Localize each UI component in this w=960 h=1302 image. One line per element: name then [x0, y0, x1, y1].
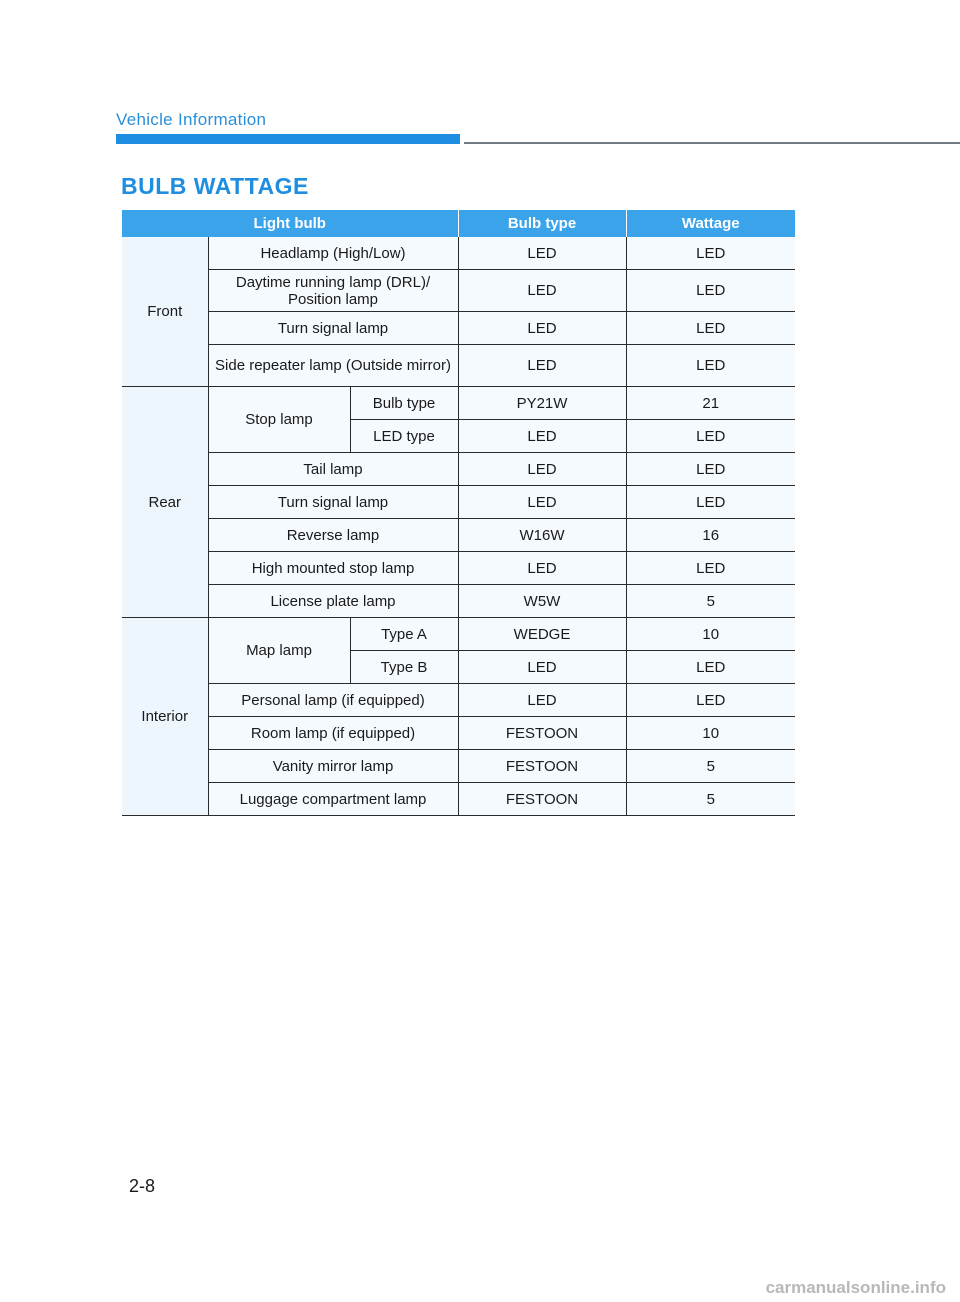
watermark: carmanualsonline.info	[765, 1278, 946, 1297]
bulb-wattage: LED	[626, 312, 795, 345]
bulb-subtype: LED type	[350, 420, 458, 453]
page-heading: BULB WATTAGE	[121, 173, 309, 199]
bulb-name: High mounted stop lamp	[208, 552, 458, 585]
column-header-bulb-type: Bulb type	[458, 210, 626, 237]
bulb-wattage: 5	[626, 783, 795, 816]
bulb-type: PY21W	[458, 387, 626, 420]
bulb-wattage: LED	[626, 345, 795, 387]
bulb-wattage: 5	[626, 585, 795, 618]
bulb-name: Stop lamp	[208, 387, 350, 453]
bulb-type: LED	[458, 345, 626, 387]
bulb-type: LED	[458, 270, 626, 312]
bulb-wattage: LED	[626, 453, 795, 486]
bulb-type: LED	[458, 486, 626, 519]
bulb-type: FESTOON	[458, 717, 626, 750]
bulb-name: Map lamp	[208, 618, 350, 684]
bulb-type: LED	[458, 651, 626, 684]
bulb-wattage: LED	[626, 552, 795, 585]
bulb-wattage: LED	[626, 684, 795, 717]
table-row	[122, 783, 795, 816]
bulb-wattage: LED	[626, 420, 795, 453]
bulb-type: LED	[458, 453, 626, 486]
bulb-type: LED	[458, 312, 626, 345]
table-row	[122, 345, 795, 387]
table-row	[122, 237, 795, 270]
bulb-wattage: 10	[626, 717, 795, 750]
bulb-wattage: 21	[626, 387, 795, 420]
bulb-name: Daytime running lamp (DRL)/ Position lamp	[208, 270, 458, 312]
bulb-subtype: Type B	[350, 651, 458, 684]
table-row	[122, 519, 795, 552]
bulb-name: Room lamp (if equipped)	[208, 717, 458, 750]
table-row	[122, 486, 795, 519]
bulb-type: LED	[458, 684, 626, 717]
bulb-type: FESTOON	[458, 750, 626, 783]
table-header-row	[122, 210, 795, 237]
bulb-name: Reverse lamp	[208, 519, 458, 552]
bulb-type: LED	[458, 552, 626, 585]
bulb-name: Headlamp (High/Low)	[208, 237, 458, 270]
bulb-type: LED	[458, 420, 626, 453]
header-rule-accent	[116, 134, 460, 144]
table-row	[122, 270, 795, 312]
bulb-wattage: 16	[626, 519, 795, 552]
bulb-name: Tail lamp	[208, 453, 458, 486]
bulb-name: License plate lamp	[208, 585, 458, 618]
column-header-light-bulb: Light bulb	[122, 210, 458, 237]
group-label-interior: Interior	[122, 618, 208, 816]
bulb-name: Turn signal lamp	[208, 486, 458, 519]
header-rule	[464, 142, 960, 144]
group-label-front: Front	[122, 237, 208, 387]
bulb-name: Turn signal lamp	[208, 312, 458, 345]
bulb-wattage: LED	[626, 237, 795, 270]
table-row	[122, 717, 795, 750]
bulb-wattage: LED	[626, 270, 795, 312]
bulb-wattage: 5	[626, 750, 795, 783]
bulb-name: Side repeater lamp (Outside mirror)	[208, 345, 458, 387]
table-row	[122, 453, 795, 486]
bulb-type: FESTOON	[458, 783, 626, 816]
table-row	[122, 618, 795, 651]
bulb-wattage: LED	[626, 486, 795, 519]
bulb-subtype: Type A	[350, 618, 458, 651]
table-row	[122, 750, 795, 783]
bulb-type: W16W	[458, 519, 626, 552]
bulb-wattage: LED	[626, 651, 795, 684]
bulb-type: LED	[458, 237, 626, 270]
table-row	[122, 552, 795, 585]
table-row	[122, 312, 795, 345]
bulb-name: Vanity mirror lamp	[208, 750, 458, 783]
bulb-type: WEDGE	[458, 618, 626, 651]
bulb-name: Personal lamp (if equipped)	[208, 684, 458, 717]
section-title: Vehicle Information	[116, 110, 267, 129]
table-row	[122, 684, 795, 717]
bulb-type: W5W	[458, 585, 626, 618]
table-row	[122, 585, 795, 618]
bulb-subtype: Bulb type	[350, 387, 458, 420]
table-row	[122, 387, 795, 420]
bulb-name: Luggage compartment lamp	[208, 783, 458, 816]
group-label-rear: Rear	[122, 387, 208, 618]
bulb-wattage: 10	[626, 618, 795, 651]
bulb-wattage-table	[122, 210, 795, 816]
column-header-wattage: Wattage	[626, 210, 795, 237]
page-number: 2-8	[129, 1176, 156, 1196]
